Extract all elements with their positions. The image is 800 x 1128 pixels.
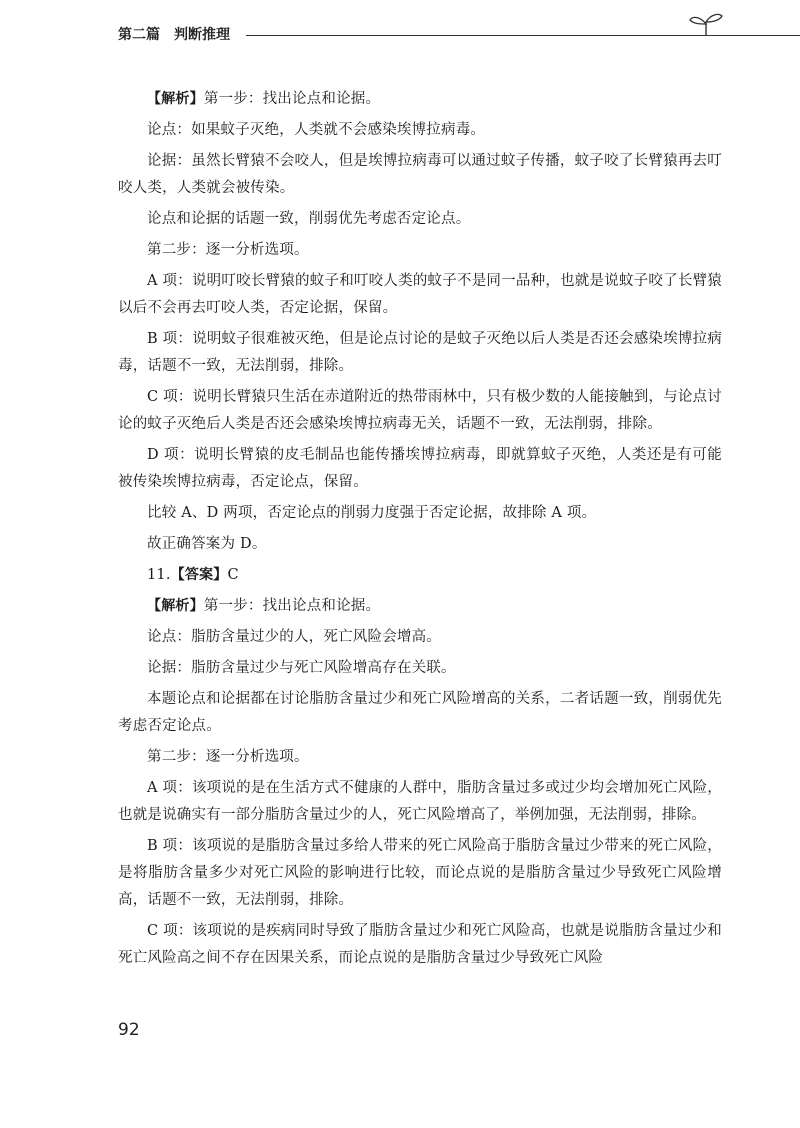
q11-thesis: 论点：脂肪含量过少的人，死亡风险会增高。: [147, 629, 441, 645]
q10-option-a: A 项：说明叮咬长臂猿的蚊子和叮咬人类的蚊子不是同一品种，也就是说蚊子咬了长臂猿以后不会再去叮咬人类，否定论据，保留。: [118, 273, 722, 316]
q10-option-c: C 项：说明长臂猿只生活在赤道附近的热带雨林中，只有极少数的人能接触到，与论点讨论的蚊子灭绝后人类是否还会感染埃博拉病毒无关，话题不一致，无法削弱，排除。: [118, 389, 722, 432]
q10-option-d: D 项：说明长臂猿的皮毛制品也能传播埃博拉病毒，即就算蚊子灭绝，人类还是有可能被传染埃博拉病毒，否定论点，保留。: [118, 447, 722, 490]
header-section: 判断推理: [174, 27, 230, 43]
sprout-icon: [686, 12, 726, 38]
running-header: [118, 22, 718, 46]
q11-answer-tag: 【答案】: [170, 567, 228, 583]
q10-analysis-tag: 【解析】: [147, 91, 204, 107]
q11-option-c: C 项：该项说的是疾病同时导致了脂肪含量过少和死亡风险高，也就是说脂肪含量过少和死亡风险高之间不存在因果关系，而论点说的是脂肪含量过少导致死亡风险: [118, 923, 722, 966]
q11-step2: 第二步：逐一分析选项。: [147, 749, 309, 765]
q11-number: 11.: [147, 567, 171, 583]
q10-relation: 论点和论据的话题一致，削弱优先考虑否定论点。: [147, 211, 471, 227]
q11-answer: C: [227, 567, 239, 583]
q10-conclusion: 故正确答案为 D。: [147, 536, 267, 552]
header-part: 第二篇: [118, 27, 160, 43]
q10-thesis: 论点：如果蚊子灭绝，人类就不会感染埃博拉病毒。: [147, 122, 486, 138]
q11-relation: 本题论点和论据都在讨论脂肪含量过少和死亡风险增高的关系，二者话题一致，削弱优先考虑否定论点。: [118, 691, 722, 734]
q11-analysis-tag: 【解析】: [147, 598, 204, 614]
q11-step1-text: 第一步：找出论点和论据。: [203, 598, 381, 614]
q11-answer-line: [118, 562, 722, 589]
q11-evidence: 论据：脂肪含量过少与死亡风险增高存在关联。: [147, 660, 456, 676]
q10-option-b: B 项：说明蚊子很难被灭绝，但是论点讨论的是蚊子灭绝以后人类是否还会感染埃博拉病毒，话题不一致，无法削弱，排除。: [118, 331, 722, 374]
header-title: [118, 24, 230, 44]
q10-step2: 第二步：逐一分析选项。: [147, 242, 309, 258]
q10-step1-text: 第一步：找出论点和论据。: [203, 91, 381, 107]
q10-compare: 比较 A、D 两项，否定论点的削弱力度强于否定论据，故排除 A 项。: [147, 505, 597, 521]
page-number: 92: [118, 1020, 140, 1040]
q11-option-b: B 项：该项说的是脂肪含量过多给人带来的死亡风险高于脂肪含量过少带来的死亡风险，是将脂肪含量多少对死亡风险的影响进行比较，而论点说的是脂肪含量过少导致死亡风险增高，话题不一致，无法削弱，排除。: [118, 838, 722, 908]
q10-step1: [118, 86, 722, 113]
q11-option-a: A 项：该项说的是在生活方式不健康的人群中，脂肪含量过多或过少均会增加死亡风险，也就是说确实有一部分脂肪含量过少的人，死亡风险增高了，举例加强，无法削弱，排除。: [118, 780, 722, 823]
main-content: [118, 86, 722, 976]
q11-step1: [118, 593, 722, 620]
q10-evidence: 论据：虽然长臂猿不会咬人，但是埃博拉病毒可以通过蚊子传播，蚊子咬了长臂猿再去叮咬人类，人类就会被传染。: [118, 153, 722, 196]
